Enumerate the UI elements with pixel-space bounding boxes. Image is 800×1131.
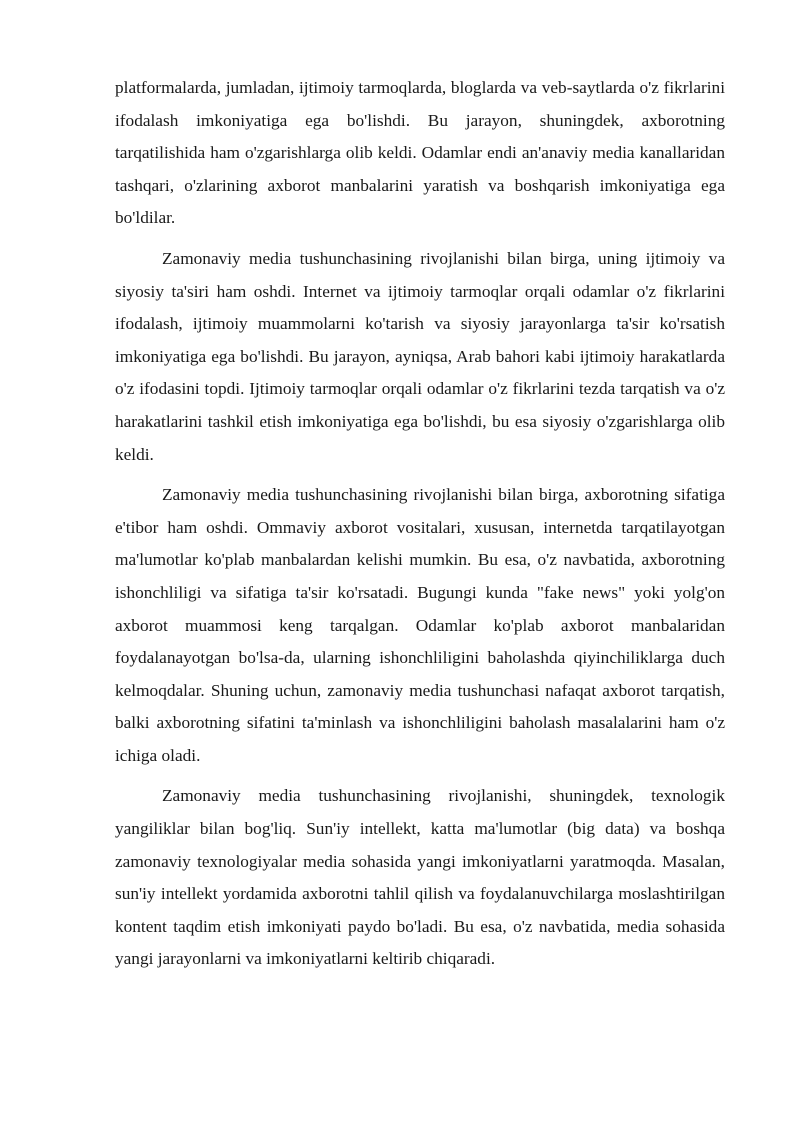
document-page xyxy=(115,72,725,984)
paragraph-information-quality: Zamonaviy media tushunchasining rivojlanishi bilan birga, axborotning sifatiga e'tibor ham oshdi. Ommaviy axborot vositalari, xususan, internetda tarqatilayotgan ma'lumotlar ko'plab manbalardan kelishi mumkin. Bu esa, o'z navbatida, axborotning ishonchliligi va sifatiga ta'sir ko'rsatadi. Bugungi kunda "fake news" yoki yolg'on axborot muammosi keng tarqalgan. Odamlar ko'plab axborot manbalaridan foydalanayotgan bo'lsa-da, ularning ishonchliligini baholashda qiyinchiliklarga duch kelmoqdalar. Shuning uchun, zamonaviy media tushunchasi nafaqat axborot tarqatish, balki axborotning sifatini ta'minlash va ishonchliligini baholash masalalarini ham o'z ichiga oladi. xyxy=(115,485,725,765)
paragraph-continuation: platformalarda, jumladan, ijtimoiy tarmoqlarda, bloglarda va veb-saytlarda o'z fikrlarini ifodalash imkoniyatiga ega bo'lishdi. Bu jarayon, shuningdek, axborotning tarqatilishida ham o'zgarishlarga olib keldi. Odamlar endi an'anaviy media kanallaridan tashqari, o'zlarining axborot manbalarini yaratish va boshqarish imkoniyatiga ega bo'ldilar. xyxy=(115,78,725,228)
paragraph-technological-innovation: Zamonaviy media tushunchasining rivojlanishi, shuningdek, texnologik yangiliklar bilan bog'liq. Sun'iy intellekt, katta ma'lumotlar (big data) va boshqa zamonaviy texnologiyalar media sohasida yangi imkoniyatlarni yaratmoqda. Masalan, sun'iy intellekt yordamida axborotni tahlil qilish va foydalanuvchilarga moslashtirilgan kontent taqdim etish imkoniyati paydo bo'ladi. Bu esa, o'z navbatida, media sohasida yangi jarayonlarni va imkoniyatlarni keltirib chiqaradi. xyxy=(115,786,725,969)
paragraph-social-political-impact: Zamonaviy media tushunchasining rivojlanishi bilan birga, uning ijtimoiy va siyosiy ta'siri ham oshdi. Internet va ijtimoiy tarmoqlar orqali odamlar o'z fikrlarini ifodalash, ijtimoiy muammolarni ko'tarish va siyosiy jarayonlarga ta'sir ko'rsatish imkoniyatiga ega bo'lishdi. Bu jarayon, ayniqsa, Arab bahori kabi ijtimoiy harakatlarda o'z ifodasini topdi. Ijtimoiy tarmoqlar orqali odamlar o'z fikrlarini tezda tarqatish va o'z harakatlarini tashkil etish imkoniyatiga ega bo'lishdi, bu esa siyosiy o'zgarishlarga olib keldi. xyxy=(115,248,725,464)
